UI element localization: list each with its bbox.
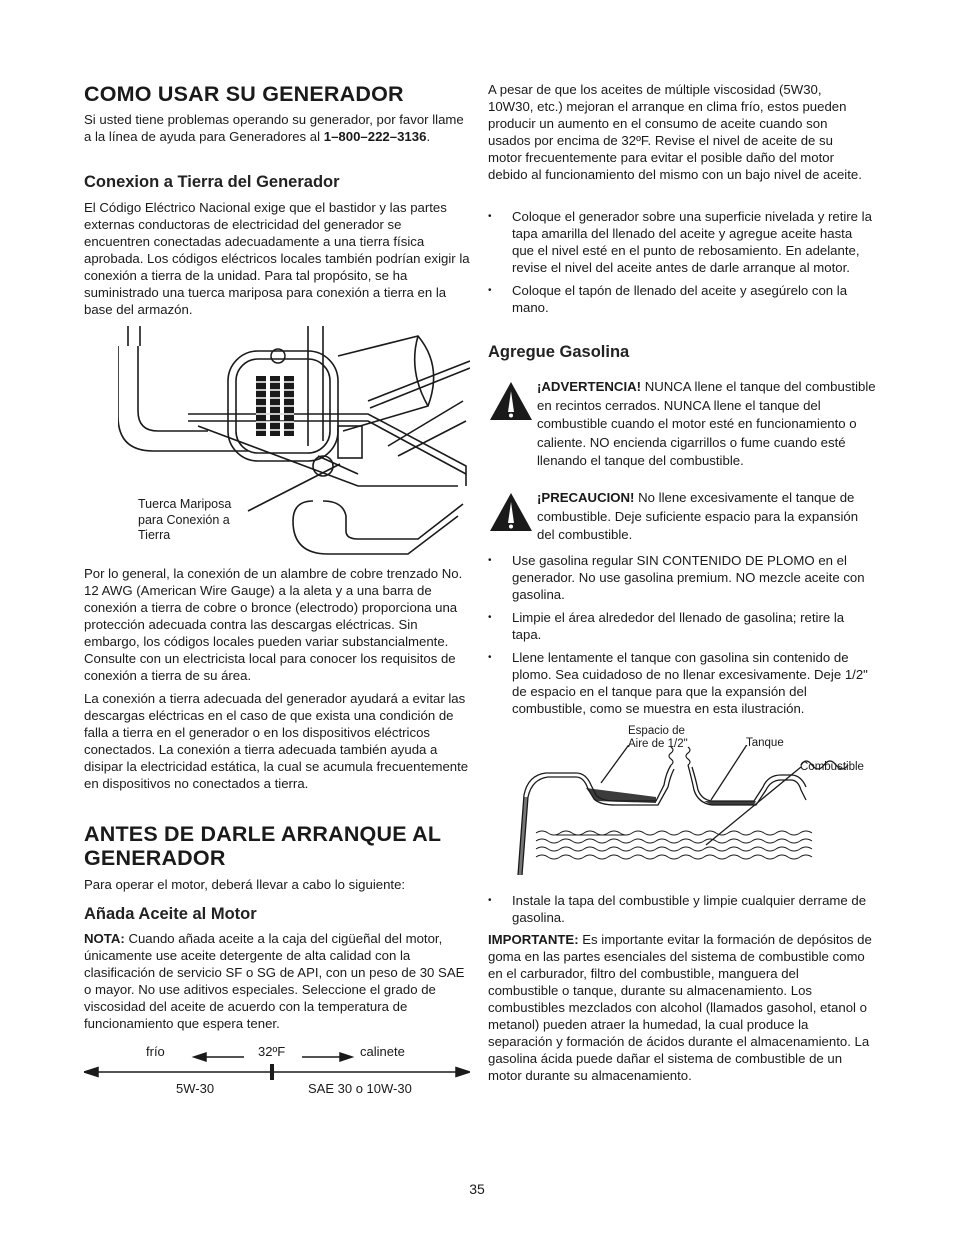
list-item: • Use gasolina regular SIN CONTENIDO DE PLOMO en el generador. No use gasolina premium. NO mezcle aceite con gasolina. — [488, 552, 873, 603]
tank-label: Tanque — [746, 737, 784, 749]
warning-title: ¡ADVERTENCIA! — [537, 379, 642, 394]
warning-icon — [490, 382, 532, 420]
warning-block: ¡ADVERTENCIA! NUNCA llene el tanque del combustible en recintos cerrados. NUNCA llene el tanque del combustible cuando el motor esté en funcionamiento o caliente. NO encienda cigarrillos o fume cuando esté llenando el tanque del combustible. — [490, 378, 875, 474]
oil-bullets — [488, 208, 873, 316]
nota-label: NOTA: — [84, 931, 125, 946]
list-item: • Coloque el tapón de llenado del aceite y asegúrelo con la mano. — [488, 282, 873, 316]
scale-cold: frío — [146, 1044, 165, 1059]
fuel-tank-illustration — [516, 745, 856, 880]
scale-arrows — [84, 1050, 470, 1080]
list-item: • Llene lentamente el tanque con gasolina sin contenido de plomo. Sea cuidadoso de no llenar excesivamente. Deje 1/2" de espacio en el tanque para que la expansión del combustible, como se muestra en esta ilustración. — [488, 649, 873, 717]
list-item: • Coloque el generador sobre una superficie nivelada y retire la tapa amarilla del llenado del aceite y agregue aceite hasta que el nivel esté en el punto de rebosamiento. En adelante, revise el nivel del aceite antes de darle arranque al motor. — [488, 208, 873, 276]
page-number: 35 — [469, 1181, 485, 1197]
multi-viscosity-paragraph: A pesar de que los aceites de múltiple viscosidad (5W30, 10W30, etc.) mejoran el arranque en clima frío, estos pueden producir un aumento en el consumo de aceite cuando son usados por encima de 32ºF. Revise el nivel de aceite de su motor frecuentemente para evitar el posible daño del motor debido al funcionamiento del mismo con un bajo nivel de aceite. — [488, 82, 862, 182]
helpline-phone: 1–800–222–3136 — [323, 129, 427, 144]
nota-paragraph: NOTA: Cuando añada aceite a la caja del cigüeñal del motor, únicamente use aceite detergente de alta calidad con la clasificación de servicio SF o SG de API, con un peso de 30 SAE o mayor. No use aditivos especiales. Seleccione el grado de viscosidad del aceite de acuerdo con la temperatura de funcionamiento que espera tener. — [84, 931, 465, 1031]
final-bullet — [488, 892, 873, 926]
air-space-label: Espacio de Aire de 1/2" — [628, 725, 688, 750]
heading-como-usar: COMO USAR SU GENERADOR — [84, 82, 404, 106]
intro-paragraph: Si usted tiene problemas operando su generador, por favor llame a la línea de ayuda para Generadores al 1–800–222–3136. — [84, 112, 464, 144]
scale-mid: 32ºF — [258, 1044, 286, 1059]
wire-paragraph: Por lo general, la conexión de un alambre de cobre trenzado No. 12 AWG (American Wire Gauge) a la aleta y a una barra de conexión a tierra de cobre o bronce (electrodo) proporciona una protección adecuada contra las descargas eléctricas. Sin embargo, los códigos locales pueden variar substancialmente. Consulte con un electricista local para conocer los requisitos de conexión a tierra de su área. — [84, 566, 463, 683]
before-paragraph: Para operar el motor, deberá llevar a cabo lo siguiente: — [84, 877, 406, 892]
heading-gasolina: Agregue Gasolina — [488, 343, 630, 361]
proper-ground-paragraph: La conexión a tierra adecuada del generador ayudará a evitar las descargas eléctricas en el caso de que exista una condición de falla a tierra en el generador o en los dispositivos eléctricos conectados. La conexión a tierra adecuada también ayuda a disipar la electricidad estática, la cual se acumula frecuentemente en dispositivos no conectados a tierra. — [84, 691, 469, 791]
ground-paragraph: El Código Eléctrico Nacional exige que el bastidor y las partes externas conductoras de electricidad del generador se encuentren conectadas adecuadamente a una tierra física aprobada. Los códigos eléctricos locales también podrían exigir la conexión a tierra de la unidad. Para tal propósito, se ha suministrado una tuerca mariposa para conexión a tierra en la base del armazón. — [84, 200, 470, 317]
list-item: • Instale la tapa del combustible y limpie cualquier derrame de gasolina. — [488, 892, 873, 926]
caution-icon — [490, 493, 532, 531]
gas-bullets — [488, 552, 873, 717]
wing-nut-label: Tuerca Mariposa para Conexión a Tierra — [138, 497, 232, 542]
caution-title: ¡PRECAUCION! — [537, 490, 635, 505]
importante-paragraph: IMPORTANTE: Es importante evitar la formación de depósitos de goma en las partes esenciales del sistema de combustible como en el carburador, filtro del combustible, manguera del combustible o tanque, durante su almacenamiento. Los combustibles mezclados con alcohol (llamados gasohol, etanol o metanol) pueden atraer la humedad, la cual produce la separación y formación de ácidos durante el almacenamiento. La gasolina ácida puede dañar el sistema de combustible de un motor durante su almacenamiento. — [488, 932, 872, 1083]
importante-label: IMPORTANTE: — [488, 932, 579, 947]
scale-high: SAE 30 o 10W-30 — [308, 1081, 412, 1096]
list-item: • Limpie el área alrededor del llenado de gasolina; retire la tapa. — [488, 609, 873, 643]
scale-low: 5W-30 — [176, 1081, 215, 1096]
caution-block: ¡PRECAUCION! No llene excesivamente el tanque de combustible. Deje suficiente espacio para la expansión del combustible. — [490, 489, 875, 549]
scale-hot: calinete — [360, 1044, 405, 1059]
heading-antes-arranque: ANTES DE DARLE ARRANQUE AL GENERADOR — [84, 822, 441, 870]
heading-aceite: Añada Aceite al Motor — [84, 905, 257, 923]
heading-conexion-tierra: Conexion a Tierra del Generador — [84, 173, 340, 191]
fuel-label: Combustible — [800, 761, 864, 773]
